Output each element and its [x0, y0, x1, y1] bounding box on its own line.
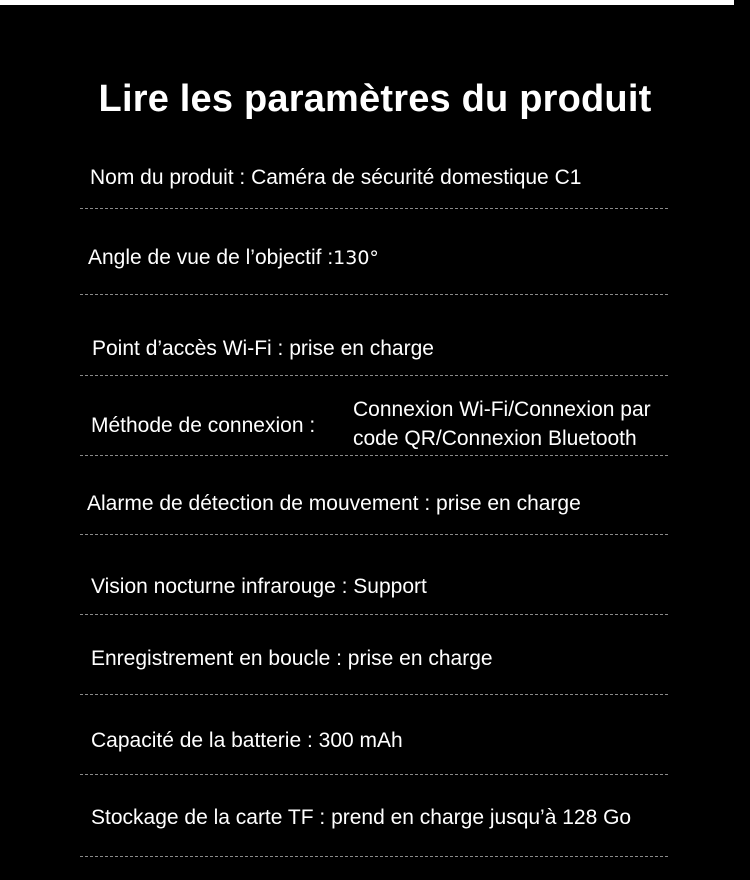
spec-connection-value: [353, 395, 651, 453]
spec-tf-card-storage: Stockage de la carte TF : prend en charge jusqu’à 128 Go: [91, 806, 632, 829]
divider: [80, 856, 668, 857]
spec-connection-value-line: Connexion Wi-Fi/Connexion par: [353, 398, 651, 421]
spec-connection-label: Méthode de connexion :: [91, 414, 316, 437]
top-white-strip: [0, 0, 734, 5]
spec-connection-value-line: code QR/Connexion Bluetooth: [353, 427, 637, 450]
divider: [80, 208, 668, 209]
page-title: Lire les paramètres du produit: [98, 78, 652, 120]
spec-motion-alarm: Alarme de détection de mouvement : prise en charge: [87, 492, 581, 515]
spec-lens-angle: [88, 244, 379, 272]
divider: [80, 534, 668, 535]
spec-battery-capacity: Capacité de la batterie : 300 mAh: [91, 729, 403, 752]
divider: [80, 614, 668, 615]
divider: [80, 294, 668, 295]
divider: [80, 375, 668, 376]
divider: [80, 455, 668, 456]
spec-loop-recording: Enregistrement en boucle : prise en charge: [91, 647, 493, 670]
spec-product-name: Nom du produit : Caméra de sécurité domestique C1: [90, 166, 582, 189]
spec-lens-angle-value: 130°: [333, 247, 379, 269]
divider: [80, 774, 668, 775]
divider: [80, 694, 668, 695]
spec-lens-angle-label: Angle de vue de l’objectif :: [88, 246, 334, 269]
spec-night-vision: Vision nocturne infrarouge : Support: [91, 575, 427, 598]
spec-wifi-hotspot: Point d’accès Wi-Fi : prise en charge: [92, 337, 434, 360]
